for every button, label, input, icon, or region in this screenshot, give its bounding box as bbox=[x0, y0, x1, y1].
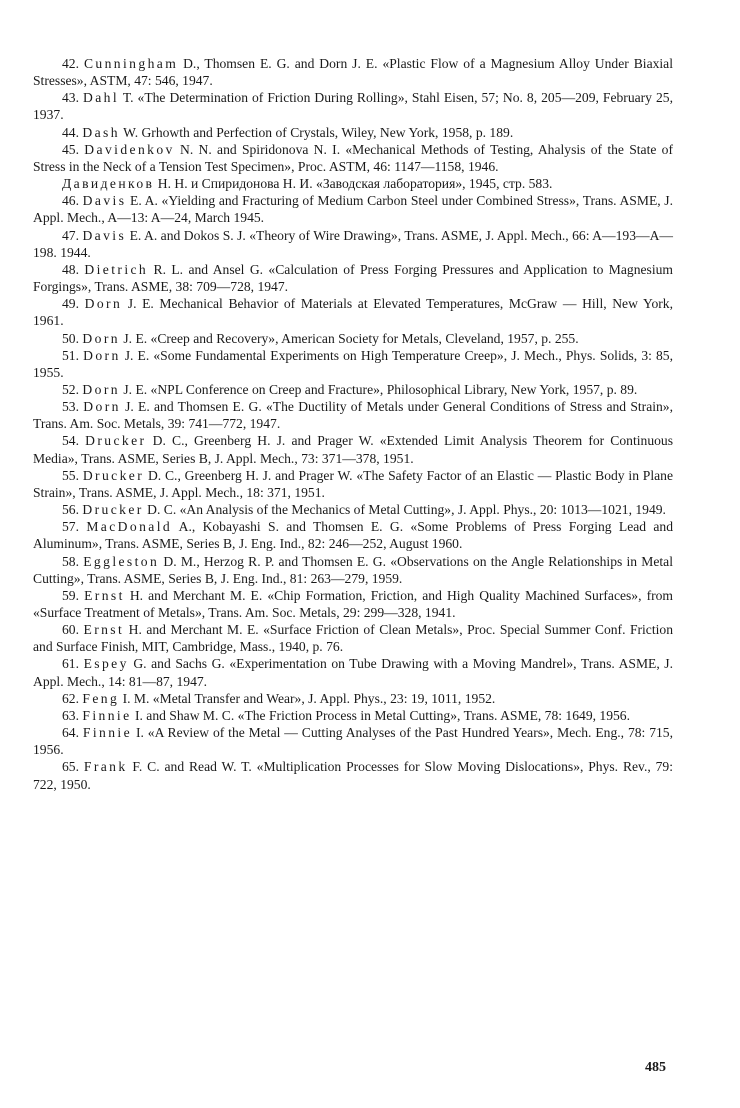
reference-text: J. E. «Some Fundamental Experiments on High Temperature Creep», J. Mech., Phys. Solids, 3: 85, 1955. bbox=[33, 347, 673, 380]
reference-number: 61. bbox=[62, 656, 79, 672]
reference-entry bbox=[33, 192, 673, 226]
reference-entry bbox=[33, 707, 673, 724]
reference-author: Dash bbox=[82, 124, 120, 140]
reference-number: 53. bbox=[62, 399, 79, 415]
reference-author: Ernst bbox=[83, 622, 125, 638]
reference-number: 42. bbox=[62, 56, 79, 71]
reference-author: Dorn bbox=[83, 399, 121, 415]
reference-author: Drucker bbox=[82, 467, 145, 483]
reference-text: T. «The Determination of Friction During Rolling», Stahl Eisen, 57; No. 8, 205—209, February 25, 1937. bbox=[33, 90, 673, 123]
reference-author: Dietrich bbox=[84, 261, 149, 277]
reference-text: E. A. and Dokos S. J. «Theory of Wire Drawing», Trans. ASME, J. Appl. Mech., 66: A—193—A—198. 1944. bbox=[33, 227, 673, 260]
reference-entry bbox=[33, 655, 673, 689]
reference-number: 55. bbox=[62, 467, 79, 483]
reference-entry bbox=[33, 518, 673, 552]
reference-author: Давиденков bbox=[62, 176, 155, 192]
reference-entry bbox=[33, 124, 673, 141]
reference-number: 50. bbox=[62, 330, 79, 346]
reference-author: Dorn bbox=[83, 347, 121, 363]
reference-entry bbox=[33, 758, 673, 792]
reference-entry bbox=[33, 55, 673, 89]
reference-entry bbox=[33, 261, 673, 295]
reference-author: Drucker bbox=[85, 433, 147, 449]
reference-author: MacDonald bbox=[86, 519, 173, 535]
reference-entry bbox=[33, 501, 673, 518]
reference-author: Ernst bbox=[84, 587, 125, 603]
reference-entry bbox=[33, 347, 673, 381]
reference-number: 45. bbox=[62, 141, 79, 157]
reference-author: Finnie bbox=[82, 707, 132, 723]
reference-text: J. E. «Creep and Recovery», American Society for Metals, Cleveland, 1957, p. 255. bbox=[119, 330, 579, 346]
reference-number: 63. bbox=[62, 707, 79, 723]
reference-entry bbox=[33, 553, 673, 587]
reference-text: N. N. and Spiridonova N. I. «Mechanical Methods of Testing, Ahalysis of the State of Stress in the Neck of a Tension Test Specimen», Proc. ASTM, 46: 1147—1158, 1946. bbox=[33, 141, 673, 174]
reference-text: A., Kobayashi S. and Thomsen E. G. «Some Problems of Press Forging Lead and Aluminum», Trans. ASME, Series B, J. Eng. Ind., 82: 246—252, August 1960. bbox=[33, 519, 673, 552]
reference-author: Feng bbox=[82, 690, 120, 706]
reference-number: 56. bbox=[62, 502, 79, 518]
reference-number: 49. bbox=[62, 296, 79, 312]
reference-entry bbox=[33, 141, 673, 175]
reference-author: Drucker bbox=[82, 502, 144, 518]
reference-text: E. A. «Yielding and Fracturing of Medium Carbon Steel under Combined Stress», Trans. ASME, J. Appl. Mech., A—13: A—24, March 1945. bbox=[33, 193, 673, 226]
reference-text: R. L. and Ansel G. «Calculation of Press Forging Pressures and Application to Magnesium Forgings», Trans. ASME, 38: 709—728, 1947. bbox=[33, 261, 673, 295]
reference-text: D. M., Herzog R. P. and Thomsen E. G. «Observations on the Angle Relationships in Metal Cutting», Trans. ASME, Series B, J. Eng. Ind., 81: 263—279, 1959. bbox=[33, 553, 673, 586]
reference-number: 51. bbox=[62, 347, 79, 363]
reference-author: Davidenkov bbox=[84, 141, 175, 157]
reference-author: Dahl bbox=[83, 90, 120, 106]
reference-text: J. E. Mechanical Behavior of Materials at Elevated Temperatures, McGraw — Hill, New York, 1961. bbox=[33, 296, 673, 329]
reference-text: D. C. «An Analysis of the Mechanics of Metal Cutting», J. Appl. Phys., 20: 1013—1021, 1949. bbox=[143, 502, 666, 518]
reference-entry bbox=[33, 295, 673, 329]
reference-number: 54. bbox=[62, 433, 79, 449]
reference-number: 59. bbox=[62, 587, 79, 603]
reference-text: H. and Merchant M. E. «Chip Formation, Friction, and High Quality Machined Surfaces», from «Surface Treatment of Metals», Trans. Am. Soc. Metals, 29: 299—328, 1941. bbox=[33, 587, 673, 620]
reference-entry bbox=[33, 227, 673, 261]
reference-number: 48. bbox=[62, 261, 79, 277]
reference-number: 47. bbox=[62, 227, 79, 243]
reference-number: 62. bbox=[62, 690, 79, 706]
reference-text: D., Thomsen E. G. and Dorn J. E. «Plastic Flow of a Magnesium Alloy Under Biaxial Stresses», ASTM, 47: 546, 1947. bbox=[33, 56, 673, 89]
reference-text: J. E. and Thomsen E. G. «The Ductility of Metals under General Conditions of Stress and Strain», Trans. Am. Soc. Metals, 39: 741—772, 1947. bbox=[33, 399, 674, 432]
reference-author: Espey bbox=[83, 656, 129, 672]
reference-number: 57. bbox=[62, 519, 79, 535]
reference-entry bbox=[33, 381, 673, 398]
reference-number: 46. bbox=[62, 193, 79, 209]
reference-text: J. E. «NPL Conference on Creep and Fracture», Philosophical Library, New York, 1957, p. 89. bbox=[119, 381, 638, 397]
reference-author: Cunningham bbox=[83, 56, 179, 71]
reference-entry bbox=[33, 467, 673, 501]
reference-entry bbox=[33, 398, 673, 432]
reference-entry bbox=[33, 621, 673, 655]
reference-author: Finnie bbox=[82, 725, 133, 741]
reference-entry bbox=[33, 587, 673, 621]
reference-entry bbox=[33, 724, 673, 758]
reference-text: D. C., Greenberg H. J. and Prager W. «Extended Limit Analysis Theorem for Continuous Media», Trans. ASME, Series B, J. Appl. Mech., 73: 371—378, 1951. bbox=[33, 433, 674, 466]
reference-author: Frank bbox=[83, 759, 128, 775]
reference-text: W. Grhowth and Perfection of Crystals, Wiley, New York, 1958, p. 189. bbox=[119, 124, 514, 140]
reference-number: 64. bbox=[62, 725, 79, 741]
reference-entry bbox=[33, 175, 673, 192]
reference-number: 52. bbox=[62, 381, 79, 397]
reference-text: G. and Sachs G. «Experimentation on Tube Drawing with a Moving Mandrel», Trans. ASME, J. Appl. Mech., 14: 81—87, 1947. bbox=[33, 656, 673, 689]
reference-text: I. and Shaw M. C. «The Friction Process in Metal Cutting», Trans. ASME, 78: 1649, 1956. bbox=[131, 707, 631, 723]
reference-text: D. C., Greenberg H. J. and Prager W. «The Safety Factor of an Elastic — Plastic Body in Plane Strain», Trans. ASME, J. Appl. Mech., 18: 371, 1951. bbox=[33, 467, 673, 500]
reference-text: H. and Merchant M. E. «Surface Friction of Clean Metals», Proc. Special Summer Conf. Friction and Surface Finish, MIT, Cambridge, Mass., 1940, p. 76. bbox=[33, 622, 673, 655]
reference-author: Davis bbox=[82, 193, 127, 209]
reference-entry bbox=[33, 432, 673, 466]
reference-author: Eggleston bbox=[83, 553, 160, 569]
reference-list bbox=[33, 55, 673, 793]
reference-text: I. «A Review of the Metal — Cutting Analyses of the Past Hundred Years», Mech. Eng., 78: 715, 1956. bbox=[33, 725, 673, 758]
reference-number: 60. bbox=[62, 622, 79, 638]
reference-entry bbox=[33, 330, 673, 347]
reference-number: 44. bbox=[62, 124, 79, 140]
reference-number: 65. bbox=[62, 759, 79, 775]
reference-entry bbox=[33, 89, 673, 123]
reference-author: Dorn bbox=[82, 381, 120, 397]
reference-author: Davis bbox=[82, 227, 127, 243]
page-number: 485 bbox=[645, 1060, 666, 1075]
reference-author: Dorn bbox=[82, 330, 120, 346]
reference-author: Dorn bbox=[84, 296, 123, 312]
reference-entry bbox=[33, 690, 673, 707]
reference-text: I. M. «Metal Transfer and Wear», J. Appl. Phys., 23: 19, 1011, 1952. bbox=[119, 690, 496, 706]
reference-text: Н. Н. и Спиридонова Н. И. «Заводская лаборатория», 1945, стр. 583. bbox=[154, 176, 553, 192]
reference-number: 58. bbox=[62, 553, 79, 569]
reference-text: F. C. and Read W. T. «Multiplication Processes for Slow Moving Dislocations», Phys. Rev., 79: 722, 1950. bbox=[33, 759, 673, 792]
reference-number: 43. bbox=[62, 90, 79, 106]
